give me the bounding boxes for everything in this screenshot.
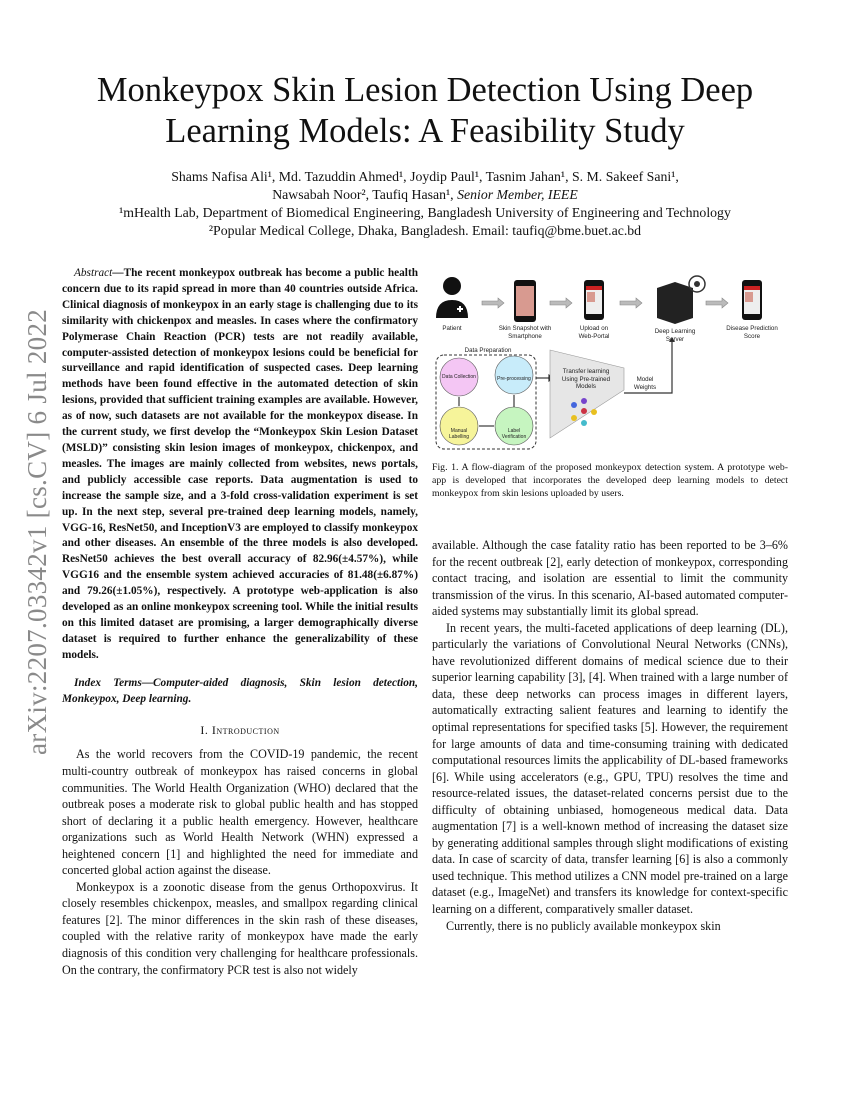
figure-caption: Fig. 1. A flow-diagram of the proposed monkeypox detection system. A prototype web-app is developed that incorporates the developed deep learning models to detect monkeypox from skin lesions uploaded by users. xyxy=(432,462,788,500)
label-data-preparation: Data Preparation xyxy=(464,347,512,354)
label-preprocessing: Pre-processing xyxy=(497,376,531,382)
paragraph: Currently, there is no publicly available monkeypox skin xyxy=(446,918,721,933)
label-transfer-learning: Transfer learning Using Pre-trained Models xyxy=(561,368,611,390)
author-line-1: Shams Nafisa Ali¹, Md. Tazuddin Ahmed¹, Joydip Paul¹, Tasnim Jahan¹, S. M. Sakeef Sani¹, xyxy=(171,169,679,184)
label-snapshot: Skin Snapshot with Smartphone xyxy=(498,325,552,340)
left-column xyxy=(62,266,418,978)
paper-title: Monkeypox Skin Lesion Detection Using Deep Learning Models: A Feasibility Study xyxy=(96,71,754,150)
label-server: Deep Learning Server xyxy=(654,328,696,343)
figure-flow-diagram xyxy=(432,268,792,453)
section-heading-text: I. Introduction xyxy=(200,723,280,738)
paragraph: Monkeypox is a zoonotic disease from the genus Orthopoxvirus. It closely resembles chickenpox, measles, and smallpox regarding clinical features [2]. The minor differences in the skin rash of these diseases, coupled with the relative rarity of monkeypox have made the early diagnosis of this condition very challenging for healthcare professionals. On the contrary, the confirmatory PCR test is also not widely xyxy=(62,879,418,977)
arxiv-identifier: arXiv:2207.03342v1 [cs.CV] 6 Jul 2022 xyxy=(22,308,52,755)
section-heading xyxy=(62,723,418,738)
label-labelling: Manual Labelling xyxy=(448,428,470,440)
author-names: Nawsabah Noor², Taufiq Hasan¹, xyxy=(272,187,454,202)
abstract-label: Abstract xyxy=(74,267,113,279)
author-block xyxy=(60,168,790,240)
affiliation-2: ²Popular Medical College, Dhaka, Bangladesh. Email: taufiq@bme.buet.ac.bd xyxy=(208,223,642,238)
author-line-2 xyxy=(60,186,790,204)
label-verification: Label Verification xyxy=(501,428,527,440)
flow-diagram-graphic xyxy=(432,268,792,453)
preprocessing-node xyxy=(495,356,533,394)
affiliation-1: ¹mHealth Lab, Department of Biomedical Engineering, Bangladesh University of Engineering and Technology xyxy=(119,205,731,220)
label-upload: Upload on Web-Portal xyxy=(578,325,610,340)
index-terms: Index Terms—Computer-aided diagnosis, Skin lesion detection, Monkeypox, Deep learning. xyxy=(62,676,418,705)
paragraph: As the world recovers from the COVID-19 pandemic, the recent multi-country outbreak of monkeypox has raised concerns in global communities. The World Health Organization (WHO) declared that the outbreak poses a moderate risk to global public health and has stopped short of declaring it a public health emergency. However, healthcare organizations such as World Health Network (WHN) expressed a heightened concern [1] and highlighted the need for immediate and concerted global action against the disease. xyxy=(62,747,418,878)
abstract xyxy=(62,266,418,664)
transfer-learning-funnel xyxy=(550,350,624,438)
author-role: Senior Member, IEEE xyxy=(457,187,578,202)
server-icon xyxy=(657,276,705,324)
label-patient: Patient xyxy=(442,325,462,332)
patient-icon xyxy=(436,277,468,318)
label-collection: Data Collection xyxy=(442,374,476,380)
paragraph: In recent years, the multi-faceted applications of deep learning (DL), particularly the variations of Convolutional Neural Networks (CNNs), have revolutionized different domains of medical science due to their superior learning capability [3], [4]. When trained with a large number of data, these deep networks can process images in different layers, automatically extracting salient features and learning to identify the optimal representations for specified tasks [5]. However, the requirement for large amounts of data and time-consuming training with dedicated computational resources limits the applicability of DL-based frameworks [6]. While using accelerators (e.g., GPU, TPU) resolves the time and resource-related issues, the dataset-related concerns persist due to the difficulty of obtaining unbiased, homogeneous medical data. Data augmentation [7] is a well-known method of increasing the dataset size by generating additional samples through slight modifications of existing data. In case of scarcity of data, transfer learning [6] is also a commonly used technique. This method utilizes a CNN model pre-trained on a large dataset (e.g., ImageNet) and transfers its knowledge for context-specific learning on a different, comparatively smaller dataset. xyxy=(432,620,788,917)
label-prediction: Disease Prediction Score xyxy=(726,325,778,340)
label-model-weights: Model Weights xyxy=(633,376,657,391)
paragraph: available. Although the case fatality ratio has been reported to be 3–6% for the recent outbreak [2], early detection of monkeypox, corresponding contact tracing, and isolation are essential to limit the community transmission of the virus. In this scenario, AI-based automated computer-aided systems may substantially limit its global spread. xyxy=(432,538,788,619)
abstract-text: —The recent monkeypox outbreak has become a public health concern due to its rapid spread in more than 40 countries outside Africa. Clinical diagnosis of monkeypox in an early stage is challenging due to its similarity with chickenpox and measles. In cases where the confirmatory Polymerase Chain Reaction (PCR) tests are not readily available, computer-assisted detection of monkeypox lesions could be beneficial for surveillance and rapid identification of suspected cases. Deep learning methods have been found effective in the automated detection of skin lesions, provided that sufficient training examples are available. However, as of now, such datasets are not available for the monkeypox disease. In the current study, we first develop the “Monkeypox Skin Lesion Dataset (MSLD)” consisting skin lesion images of monkeypox, chickenpox, and measles. The images are mainly collected from websites, news portals, and publicly accessible case reports. Data augmentation is used to increase the sample size, and a 3-fold cross-validation experiment is set up. In the next step, several pre-trained deep learning models, namely, VGG-16, ResNet50, and InceptionV3 are employed to classify monkeypox and other diseases. An ensemble of the three models is also developed. ResNet50 achieves the best overall accuracy of 82.96(±4.57%), while VGG16 and the ensemble system achieved accuracies of 81.48(±6.87%) and 79.26(±1.05%), respectively. A prototype web-application is also developed as an online monkeypox screening tool. While the initial results on this limited dataset are promising, a larger demographically diverse dataset is required to further enhance the generalizability of these models. xyxy=(62,267,418,661)
right-column xyxy=(432,537,788,934)
